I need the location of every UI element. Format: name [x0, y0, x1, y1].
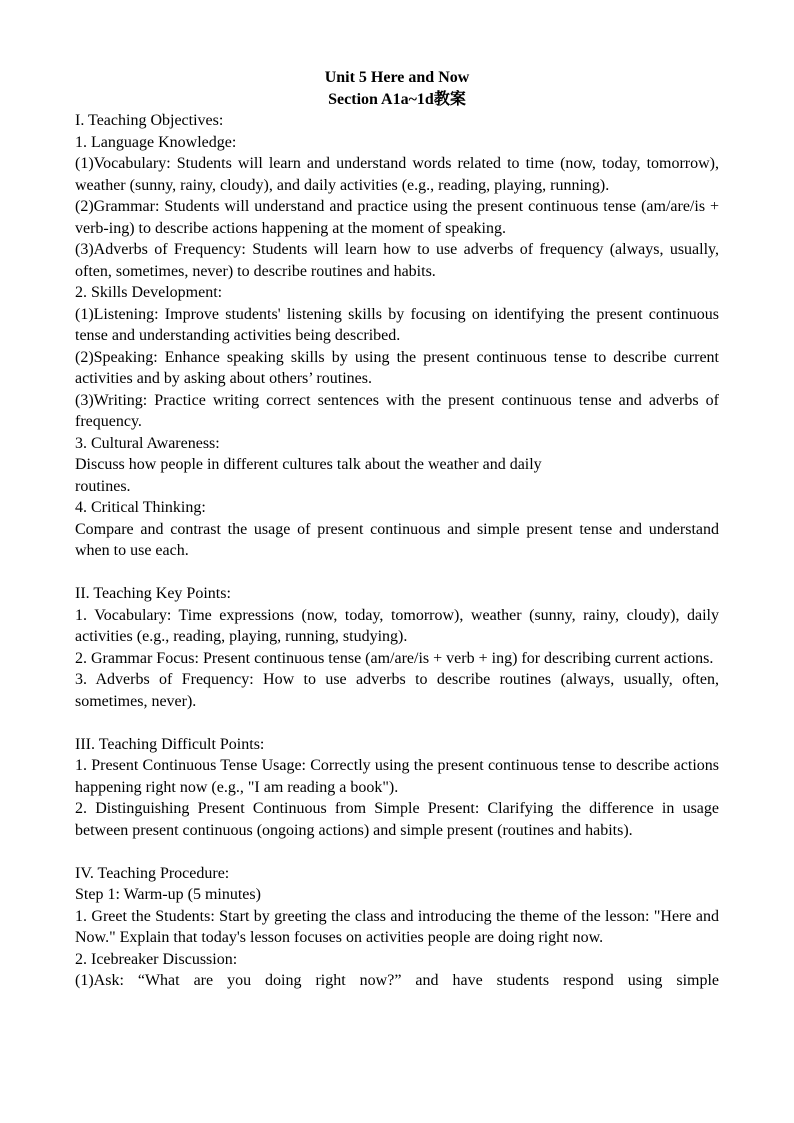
step1-icebreaker-ask: (1)Ask: “What are you doing right now?” and have students respond using simple	[75, 972, 719, 989]
spacer	[75, 712, 719, 734]
listening-objective: (1)Listening: Improve students' listening skills by focusing on identifying the present continuous tense and understanding activities being described.	[75, 305, 719, 344]
writing-objective: (3)Writing: Practice writing correct sentences with the present continuous tense and adverbs of frequency.	[75, 391, 719, 430]
procedure-heading: IV. Teaching Procedure:	[75, 864, 230, 882]
difficult-points-heading: III. Teaching Difficult Points:	[75, 735, 265, 753]
title-line-1: Unit 5 Here and Now	[324, 69, 470, 86]
vocabulary-objective: (1)Vocabulary: Students will learn and understand words related to time (now, today, tomorrow), weather (sunny, rainy, cloudy), and daily activities (e.g., reading, playing, running).	[75, 155, 719, 194]
objectives-heading: I. Teaching Objectives:	[75, 112, 224, 129]
step1-greet: 1. Greet the Students: Start by greeting the class and introducing the theme of the lesson: "Here and Now." Explain that today's lesson focuses on activities people are doing right now.	[75, 907, 719, 946]
key-point-vocabulary: 1. Vocabulary: Time expressions (now, today, tomorrow), weather (sunny, rainy, cloudy), daily activities (e.g., reading, playing, running, studying).	[75, 606, 719, 645]
document-page	[75, 67, 719, 992]
speaking-objective: (2)Speaking: Enhance speaking skills by using the present continuous tense to describe current activities and by asking about others’ routines.	[75, 348, 719, 387]
adverbs-objective: (3)Adverbs of Frequency: Students will learn how to use adverbs of frequency (always, usually, often, sometimes, never) to describe routines and habits.	[75, 241, 719, 280]
grammar-objective: (2)Grammar: Students will understand and practice using the present continuous tense (am/are/is + verb-ing) to describe actions happening at the moment of speaking.	[75, 198, 719, 237]
cultural-awareness-heading: 3. Cultural Awareness:	[75, 434, 220, 452]
cultural-awareness-line-2: routines.	[75, 477, 131, 495]
spacer	[75, 841, 719, 863]
step1-icebreaker-heading: 2. Icebreaker Discussion:	[75, 950, 238, 968]
key-point-grammar: 2. Grammar Focus: Present continuous tense (am/are/is + verb + ing) for describing current actions.	[75, 649, 714, 667]
skills-development-heading: 2. Skills Development:	[75, 284, 223, 301]
key-point-adverbs: 3. Adverbs of Frequency: How to use adverbs to describe routines (always, usually, often, sometimes, never).	[75, 671, 719, 710]
cultural-awareness-line-1: Discuss how people in different cultures talk about the weather and daily	[75, 456, 542, 473]
spacer	[75, 562, 719, 584]
difficult-point-distinguishing: 2. Distinguishing Present Continuous from Simple Present: Clarifying the difference in usage between present continuous (ongoing actions) and simple present (routines and habits).	[75, 800, 719, 839]
critical-thinking-text: Compare and contrast the usage of present continuous and simple present tense and understand when to use each.	[75, 520, 719, 559]
step1-heading: Step 1: Warm-up (5 minutes)	[75, 886, 261, 903]
key-points-heading: II. Teaching Key Points:	[75, 585, 231, 602]
critical-thinking-heading: 4. Critical Thinking:	[75, 499, 206, 516]
title-line-2: Section A1a~1d教案	[328, 90, 466, 108]
language-knowledge-heading: 1. Language Knowledge:	[75, 133, 237, 151]
difficult-point-usage: 1. Present Continuous Tense Usage: Correctly using the present continuous tense to describe actions happening right now (e.g., "I am reading a book").	[75, 757, 719, 796]
